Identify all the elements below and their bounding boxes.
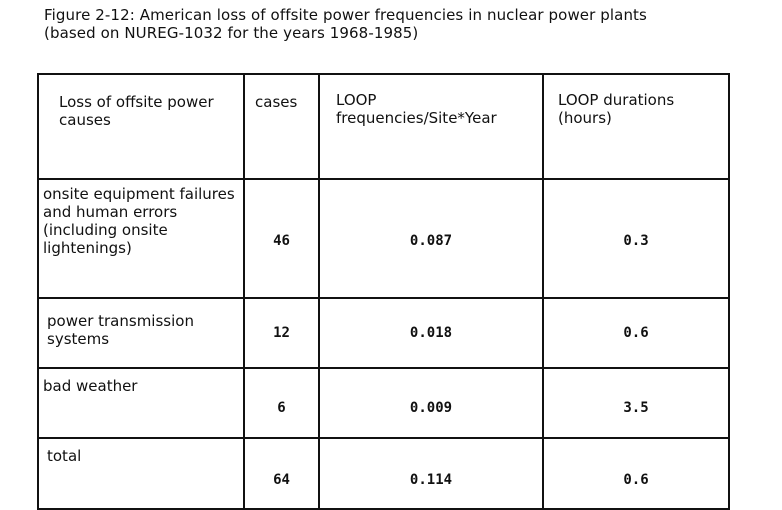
cause-cell: power transmission systems xyxy=(38,298,244,368)
cause-cell: total xyxy=(38,438,244,509)
header-frequencies: LOOP frequencies/Site*Year xyxy=(319,74,543,179)
duration-cell: 0.3 xyxy=(543,179,729,298)
table-row xyxy=(38,179,729,298)
caption-line-2: (based on NUREG-1032 for the years 1968-1985) xyxy=(44,24,419,42)
header-durations: LOOP durations (hours) xyxy=(543,74,729,179)
duration-cell: 0.6 xyxy=(543,438,729,509)
header-causes: Loss of offsite power causes xyxy=(38,74,244,179)
cases-cell: 46 xyxy=(244,179,319,298)
cause-cell: bad weather xyxy=(38,368,244,438)
frequency-cell: 0.018 xyxy=(319,298,543,368)
figure-caption xyxy=(44,6,647,42)
frequency-cell: 0.009 xyxy=(319,368,543,438)
frequency-cell: 0.087 xyxy=(319,179,543,298)
duration-cell: 3.5 xyxy=(543,368,729,438)
cases-cell: 64 xyxy=(244,438,319,509)
cases-cell: 12 xyxy=(244,298,319,368)
caption-line-1: Figure 2-12: American loss of offsite power frequencies in nuclear power plants xyxy=(44,6,647,24)
header-cases: cases xyxy=(244,74,319,179)
table-row xyxy=(38,298,729,368)
duration-cell: 0.6 xyxy=(543,298,729,368)
table-row xyxy=(38,368,729,438)
frequency-cell: 0.114 xyxy=(319,438,543,509)
cause-cell: onsite equipment failures and human errors (including onsite lightenings) xyxy=(38,179,244,298)
table-header-row xyxy=(38,74,729,179)
cases-cell: 6 xyxy=(244,368,319,438)
loop-frequency-table xyxy=(37,73,730,510)
